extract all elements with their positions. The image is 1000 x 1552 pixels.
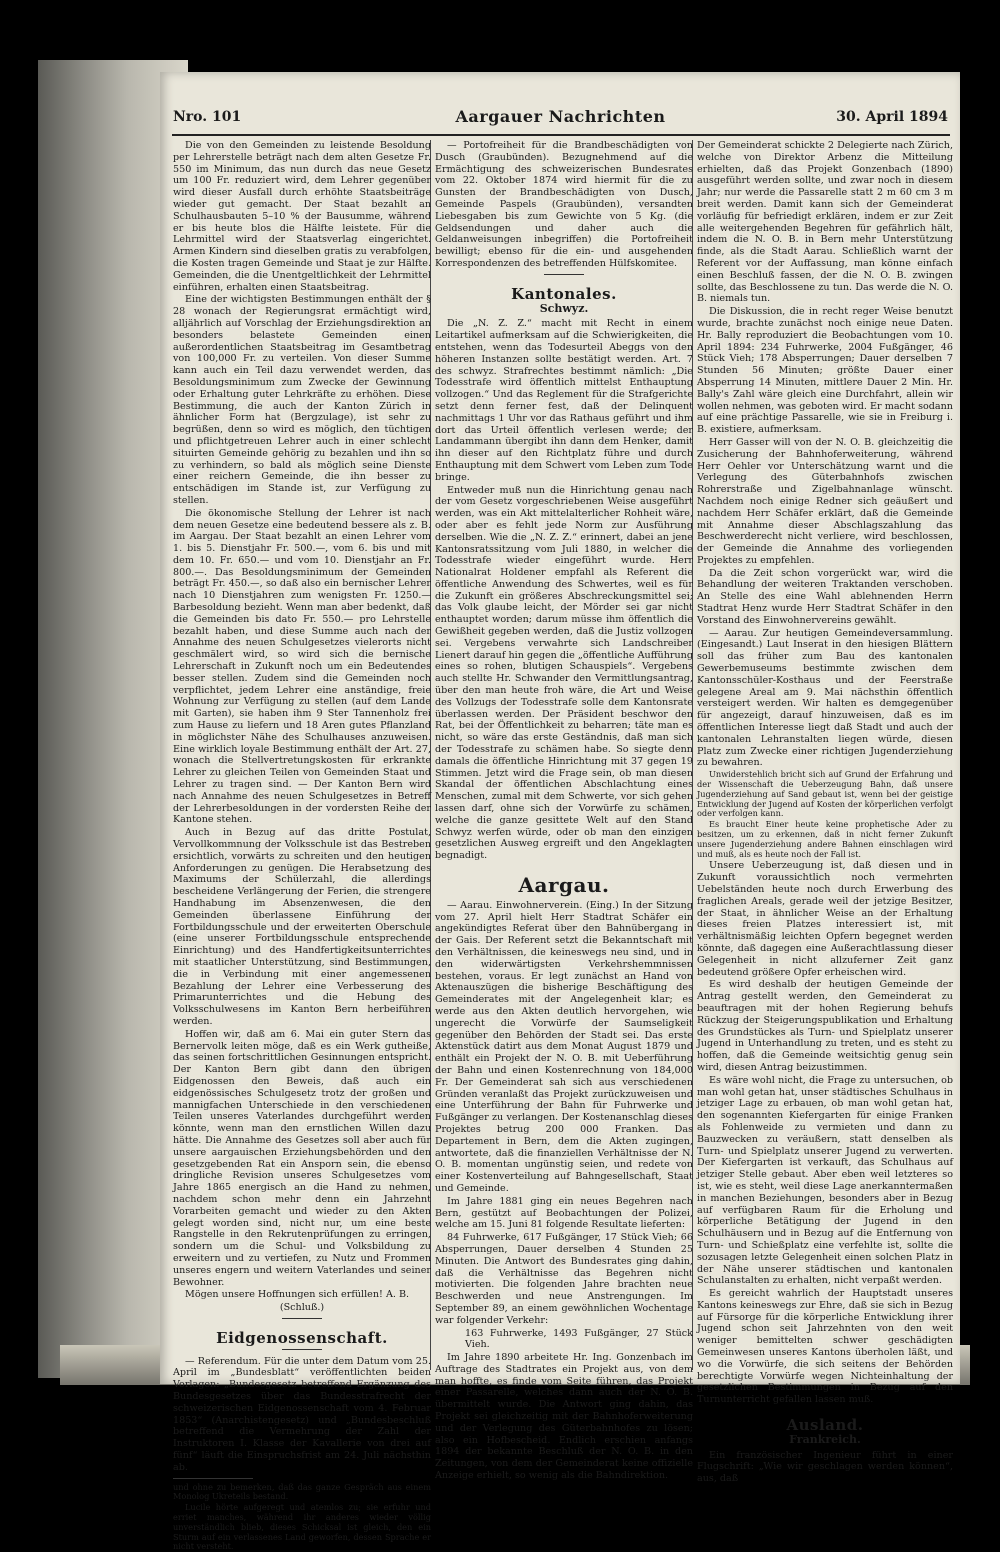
article-paragraph: Unwiderstehlich bricht sich auf Grund der Erfahrung und der Wissenschaft die Ueberzeugung Bahn, daß unsere Jugenderziehung auf Sand gebaut ist, wenn bei der geistige Entwicklung der Jugend auf Kosten der körperlichen verfolgt oder verfolgen kann. — [697, 769, 953, 819]
article-paragraph: Die von den Gemeinden zu leistende Besoldung per Lehrerstelle beträgt nach dem alten Gesetze Fr. 550 im Minimum, das nun durch das neue Gesetz um 100 Fr. reduziert wird, dem Lehrer gegenüber wird dieser Ausfall durch erhöhte Staatsbeiträge wieder gut gemacht. Der Staat bezahlt an Schulhausbauten 5–10 % der Bausumme, während er bis heute blos die Hälfte leistete. Für die Lehrmittel wird der Staatsverlag eingerichtet. Armen Kindern sind dieselben gratis zu verabfolgen, die Kosten tragen Gemeinde und Staat je zur Hälfte. Gemeinden, die die Unentgeltlichkeit der Lehrmittel einführen, erhalten einen Staatsbeitrag. — [173, 140, 431, 293]
article-paragraph: Es wird deshalb der heutigen Gemeinde der Antrag gestellt werden, den Gemeinderat zu beauftragen mit der hohen Regierung behufs Rückzug der Steigerungspublikation und Erhaltung des Grundstückes als Turn- und Spielplatz unserer Jugend in Unterhandlung zu treten, und es steht zu hoffen, daß die Gemeinde weitsichtig genug sein wird, diesen Antrag beizustimmen. — [697, 979, 953, 1073]
article-paragraph: Die Diskussion, die in recht reger Weise benutzt wurde, brachte zunächst noch einige neue Daten. Hr. Bally reproduziert die Beobachtungen vom 10. April 1894: 234 Fuhrwerke, 2004 Fußgänger, 46 Stück Vieh; 178 Absperrungen; Dauer derselben 7 Stunden 56 Minuten; größte Dauer einer Absperrung 14 Minuten, mittlere Dauer 2 Min. Hr. Bally's Zahl wäre gleich eine Durchfahrt, allein wir wollen nehmen, was geboten wird. Er macht sodann auf eine prächtige Passarelle, wie sie in Freiburg i. B. existiere, aufmerksam. — [697, 306, 953, 436]
article-paragraph: Hoffen wir, daß am 6. Mai ein guter Stern das Bernervolk leiten möge, daß es ein Werk gutheiße, das seinen fortschrittlichen Gesinnungen entspricht. Der Kanton Bern gibt dann den übrigen Eidgenossen den Beweis, daß auch ein eidgenössisches Schulgesetz trotz der großen und mannigfachen Unterschiede in den verschiedenen Teilen unseres Vaterlandes durchgeführt werden könnte, wenn man den ernstlichen Willen dazu hätte. Die Annahme des Gesetzes soll aber auch für unsere aargauischen Erziehungsbehörden und den gesetzgebenden Rat ein Ansporn sein, die ebenso dringliche Revision unseres Schulgesetzes vom Jahre 1865 energisch an die Hand zu nehmen, nachdem schon mehr denn ein Jahrzehnt Vorarbeiten gemacht und wieder zu den Akten gelegt worden sind, nicht nur, um eine beste Rangstelle in den Rekrutenprüfungen zu erringen, sondern um die Schul- und Volksbildung zu erweitern und zu vertiefen, zu Nutz und Frommen unseres engern und weitern Vaterlandes und seiner Bewohner. — [173, 1028, 431, 1288]
article-paragraph: Eine der wichtigsten Bestimmungen enthält der § 28 wonach der Regierungsrat ermächtigt wird, alljährlich auf Vorschlag der Erziehungsdirektion an besonders belastete Gemeinden einen außerordentlichen Staatsbeitrag im Gesamtbetrag von 100,000 Fr. zu verteilen. Von dieser Summe kann auch ein Teil dazu verwendet werden, das Besoldungsminimum zum Zwecke der Gewinnung oder Erhaltung guter Lehrkräfte zu erhöhen. Diese Bestimmung, die auch der Kanton Zürich in ähnlicher Form hat (Bergzulage), ist sehr zu begrüßen, denn so wird es möglich, den tüchtigen und pflichtgetreuen Lehrer auch in einer schlecht situirten Gemeinde gehörig zu bezahlen und ihn so zu verhindern, so bald als möglich seine Dienste einer reichern Gemeinde, die ihn besser zu entschädigen im Stande ist, zur Verfügung zu stellen. — [173, 294, 431, 506]
column-2 — [435, 140, 693, 1482]
article-paragraph: — Portofreiheit für die Brandbeschädigten von Dusch (Graubünden). Bezugnehmend auf die Ermächtigung des schweizerischen Bundesrates vom 22. Oktober 1874 wird hiermit für die zu Gunsten der Brandbeschädigten von Dusch, Gemeinde Paspels (Graubünden), versandten Liebesgaben bis zum Gewichte von 5 Kg. (die Geldsendungen und daher auch die Geldanweisungen inbegriffen) die Portofreiheit bewilligt; ebenso für die ein- und ausgehenden Korrespondenzen des betreffenden Hülfskomitee. — [435, 140, 693, 269]
article-paragraph: Mögen unsere Hoffnungen sich erfüllen! A. B. — [185, 1289, 410, 1301]
article-paragraph: Ein französischer Ingenieur führt in einer Flugschrift: „Wie wir geschlagen werden können“, aus, daß — [697, 1449, 953, 1485]
newspaper-title: Aargauer Nachrichten — [455, 107, 666, 126]
section-heading-eidgenossenschaft: Eidgenossenschaft. — [216, 1328, 388, 1347]
article-paragraph: Es gereicht wahrlich der Hauptstadt unseres Kantons keineswegs zur Ehre, daß sie sich in Bezug auf Fürsorge für die körperliche Entwicklung ihrer Jugend schon seit Jahrzehnten von den weit weniger bemittelten schwer geschädigten Gemeinwesen unseres Kantons überholen läßt, und wo die Vorwürfe, die sich seitens der Behörden berechtigte Vorwürfe wegen Nichteinhaltung der gesetzlichen Bestimmungen in Bezug auf den Turnunterricht gefallen lassen muß. — [697, 1288, 953, 1406]
section-heading-kantonales: Kantonales. — [511, 284, 617, 303]
article-paragraph: — Aarau. Einwohnerverein. (Eing.) In der Sitzung vom 27. April hielt Herr Stadtrat Schäfer ein angekündigtes Referat über den Bahnübergang in der Gais. Der Referent setzt die Bekanntschaft mit den Verhältnissen, die keineswegs neu sind, und in den widerwärtigsten Verkehrshemmnissen bestehen, voraus. Er legt zunächst an Hand von Aktenauszügen die bisherige Beschäftigung des Gemeinderates mit der Angelegenheit klar; es werde aus den Akten deutlich hervorgehen, wie ungerecht die Vorwürfe der Saumseligkeit gegenüber den Behörden der Stadt sei. Das erste Aktenstück datirt aus dem Monat August 1879 und enthält ein Projekt der N. O. B. mit Ueberführung der Bahn und einen Kostenrechnung von 184,000 Fr. Der Gemeinderat sah sich aus verschiedenen Gründen veranlaßt das Projekt zurückzuweisen und eine Unterführung der Bahn für Fuhrwerke und Fußgänger zu verlangen. Der Kostenanschlag dieses Projektes betrug 200 000 Franken. Das Departement in Bern, dem die Akten zugingen, antwortete, daß die finanziellen Verhältnisse der N. O. B. momentan ungünstig seien, und redete von einer Kostenverteilung auf Bahngesellschaft, Staat und Gemeinde. — [435, 899, 693, 1194]
article-paragraph: Unsere Ueberzeugung ist, daß diesen und in Zukunft voraussichtlich noch vermehrten Uebelständen heute noch durch Erwerbung des fraglichen Areals, gerade weil der jetzige Besitzer, der Staat, in ähnlicher Weise an der Erhaltung dieses freien Platzes interessiert ist, mit verhältnismäßig leichten Opfern begegnet werden könnte, daß dagegen eine Außerachtlassung dieser Gelegenheit in nicht allzuferner Zeit ganz bedeutend größere Opfer erheischen wird. — [697, 860, 953, 978]
issue-date: 30. April 1894 — [836, 109, 948, 125]
feuilleton-paragraph: und ohne zu bemerken, daß das ganze Gespräch aus einem Monolog Ukreteils bestand. — [173, 1481, 431, 1502]
article-paragraph: Im Jahre 1890 arbeitete Hr. Ing. Gonzenbach im Auftrage des Stadtrates ein Projekt aus, von dem man hoffte, es finde vom Seite führen, das Projekt einer Passarelle, welches dann auch der N. O. B. übermittelt wurde. Die Antwort ging dahin, das Projekt sei gleichzeitig mit der Bahnhoferweiterung und der Verlegung des Güterbahnhofes zu lösen; also ein Hofbescheid. Endlich erschien anfangs 1894 der bekannte Beschluß der N. O. B. in den Zeitungen, von dem der Gemeinderat keine offizielle Anzeige erhielt, so wenig als die Bahndirektion. — [435, 1352, 693, 1482]
article-paragraph: Da die Zeit schon vorgerückt war, wird die Behandlung der weiteren Traktanden verschoben. An Stelle des eine Wahl ablehnenden Herrn Stadtrat Henz wurde Herr Stadtrat Schäfer in den Vorstand des Einwohnervereins gewählt. — [697, 567, 953, 626]
newspaper-page — [160, 72, 960, 1552]
feuilleton-paragraph: Lucile hörte aufgeregt und atemlos zu; sie erfuhr und erriet manches, während ihr anderes wieder völlig unverständlich blieb, dieses Schicksal ist gleich, den ein Sturm auf ein verlassenes Land geworfen, dessen Sprache er nicht versteht. — [173, 1502, 431, 1552]
subsection-heading-schwyz: Schwyz. — [539, 301, 589, 315]
article-paragraph: Die ökonomische Stellung der Lehrer ist nach dem neuen Gesetze eine bedeutend bessere als z. B. im Aargau. Der Staat bezahlt an einen Lehrer vom 1. bis 5. Dienstjahr Fr. 500.—, vom 6. bis und mit dem 10. Fr. 650.— und vom 10. Dienstjahr an Fr. 800.—. Das Besoldungsminimum der Gemeinden beträgt Fr. 450.—, so daß also ein bernischer Lehrer nach 10 Dienstjahren zum wenigsten Fr. 1250.— Barbesoldung bezieht. Wenn man aber bedenkt, daß die Gemeinden bis dato Fr. 550.— pro Lehrstelle bezahlt haben, und diese Summe auch nach der Annahme des neuen Schulgesetzes vielerorts nicht geschmälert wird, so wird sich die bernische Lehrerschaft in Zukunft noch um ein Bedeutendes besser stellen. Zudem sind die Gemeinden noch verpflichtet, jedem Lehrer eine anständige, freie Wohnung zur Verfügung zu stellen (auf dem Lande mit Garten), sie haben ihm 9 Ster Tannenholz frei zum Hause zu liefern und 18 Aren gutes Pflanzland in möglichster Nähe des Schulhauses anzuweisen. Eine wirklich loyale Bestimmung enthält der Art. 27, wonach die Stellvertretungskosten für erkrankte Lehrer zu gleichen Teilen von Gemeinden Staat und Lehrer zu tragen sind. — Der Kanton Bern wird nach Annahme des neuen Schulgesetzes in Betreff der Lehrerbesoldungen in der vordersten Reihe der Kantone stehen. — [173, 507, 431, 826]
article-paragraph: Herr Gasser will von der N. O. B. gleichzeitig die Zusicherung der Bahnhoferweiterung, während Herr Oehler vor Unterschätzung warnt und die Verlegung des Güterbahnhofs zwischen Rohrerstraße und Zigelbahnanlage wünscht. Nachdem noch einige Redner sich geäußert und nachdem Herr Schäfer erklärt, daß die Gemeinde mit Annahme dieser Abschlagszahlung das Beschwerderecht nicht verliere, wird beschlossen, der Gemeinde die Annahme des vorliegenden Projektes zu empfehlen. — [697, 436, 953, 566]
section-heading-ausland: Ausland. — [786, 1416, 864, 1435]
article-paragraph: Entweder muß nun die Hinrichtung genau nach der vom Gesetz vorgeschriebenen Weise ausgeführt werden, was ein Akt mittelalterlicher Rohheit wäre, oder aber es fehlt jede Norm zur Ausführung derselben. Wie die „N. Z. Z.“ erinnert, dabei an jene Kantonsratssitzung vom Juli 1880, in welcher die Todesstrafe wieder eingeführt wurde. Herr Nationalrat Holdener empfahl als Referent die öffentliche Anwendung des Schwertes, weil es für die Zukunft ein größeres Abschreckungsmittel sei; das Volk glaube leicht, der Mörder sei gar nicht enthauptet worden; darum müsse ihm öffentlich die Gewißheit gegeben werden, daß die Justiz vollzogen sei. Vergebens verwahrte sich Landschreiber Lienert darauf hin gegen die „öffentliche Aufführung eines so rohen, blutigen Schauspiels“. Vergebens auch stellte Hr. Schwander den Vermittlungsantrag, über den man heute froh wäre, die Art und Weise des Vollzugs der Todesstrafe solle dem Kantonsrate überlassen werden. Der Präsident beschwor den Rat, bei der Öffentlichkeit zu beharren; täte man es nicht, so wäre das erste Geständnis, daß man sich der Todesstrafe zu schämen habe. So siegte denn damals die öffentliche Hinrichtung mit 37 gegen 19 Stimmen. Jetzt wird die Frage sein, ob man diesen Skandal der öffentlichen Abschlachtung eines Menschen, zumal mit dem Schwerte, vor sich gehen lassen darf, ohne sich der Vorwürfe zu schämen, welche die ganze gesittete Welt auf den Stand Schwyz werfen würde, oder ob man den einzigen gesetzlichen Ausweg ergreift und den Angeklagten begnadigt. — [435, 484, 693, 862]
section-heading-aargau: Aargau. — [518, 873, 610, 898]
column-3 — [697, 140, 953, 1485]
article-paragraph: — Referendum. Für die unter dem Datum vom 25. April im „Bundesblatt“ veröffentlichten beiden Vorlagen: „Bundesgesetz betreffend Ergänzung des Bundesgesetzes über das Bundesstrafrecht der schweizerischen Eidgenossenschaft vom 4. Februar 1853“ (Anarchistengesetz) und „Bundesbeschluß betreffend die Vermehrung der Zahl der Instruktoren I. Klasse der Kavallerie von drei auf fünf“ läuft die Einspruchsfrist am 24. Juli nächsthin ab. — [173, 1355, 431, 1473]
article-paragraph: 163 Fuhrwerke, 1493 Fußgänger, 27 Stück Vieh. — [465, 1327, 693, 1351]
issue-number: Nro. 101 — [173, 109, 242, 125]
page-header — [173, 107, 948, 129]
column-1 — [173, 140, 431, 1552]
article-paragraph: 84 Fuhrwerke, 617 Fußgänger, 17 Stück Vieh; 66 Absperrungen, Dauer derselben 4 Stunden 25 Minuten. Die Antwort des Bundesrates ging dahin, daß die Verhältnisse das Begehren nicht motivierten. Die folgenden Jahre brachten neue Beschwerden und neue Anstrengungen. Im September 89, an einem gewöhnlichen Wochentage war folgender Verkehr: — [435, 1232, 693, 1326]
header-rule — [172, 134, 950, 136]
article-paragraph: Der Gemeinderat schickte 2 Delegierte nach Zürich, welche von Direktor Arbenz die Mitteilung erhielten, daß das Projekt Gonzenbach (1890) ausgeführt werden sollte, und zwar noch in diesem Jahr; nur werde die Passarelle statt 2 m 60 cm 3 m breit werden. Damit kann sich der Gemeinderat vorläufig für befriedigt erklären, indem er zur Zeit alle weitergehenden Begehren für gefährlich hält, indem die N. O. B. in Bern mehr Unterstützung finde, als die Stadt Aarau. Schließlich warnt der Referent vor der Auffassung, man könne einfach einen Beschluß fassen, der die N. O. B. zwingen sollte, das Beschlossene zu tun. Das werde die N. O. B. niemals tun. — [697, 140, 953, 305]
subsection-heading-frankreich: Frankreich. — [789, 1432, 861, 1446]
article-paragraph: Es wäre wohl nicht, die Frage zu untersuchen, ob man wohl getan hat, unser städtisches Schulhaus in jetziger Lage zu erbauen, ob man wohl getan hat, den sogenannten Kiefergarten für einige Franken als Fohlenweide zu vermieten und dann zu Bauzwecken zu veräußern, statt denselben als Turn- und Spielplatz unserer Jugend zu verwerten. Der Kiefergarten ist verkauft, das Schulhaus auf jetziger Stelle gebaut. Aber eben weil letzteres so ist, wie es steht, weil diese Lage anerkanntermaßen in manchen Beziehungen, besonders aber in Bezug auf verfügbaren Raum für die Erholung und körperliche Betätigung der Jugend in den Schulhäusern und in Bezug auf die Entfernung von Turn- und Schießplatz eine verfehlte ist, sollte die sozusagen letzte Gelegenheit einen solchen Platz in der Nähe unserer städtischen und kantonalen Schulanstalten zu erhalten, nicht verpaßt werden. — [697, 1074, 953, 1287]
article-paragraph: Die „N. Z. Z.“ macht mit Recht in einem Leitartikel aufmerksam auf die Schwierigkeiten, die entstehen, wenn das Todesurteil Abeggs von den höheren Instanzen sollte bestätigt werden. Art. 7 des schwyz. Strafrechtes bestimmt nämlich: „Die Todesstrafe wird öffentlich mittelst Enthauptung vollzogen.“ Und das Reglement für die Strafgerichte setzt denn ferner fest, daß der Delinquent nachmittags 1 Uhr vor das Rathaus geführt und ihm dort das Urteil öffentlich verlesen werde; der Landammann übergibt ihn dann dem Henker, damit ihn dieser auf den Richtplatz führe und durch Enthauptung mit dem Schwert vom Leben zum Tode bringe. — [435, 318, 693, 483]
article-paragraph: Auch in Bezug auf das dritte Postulat, Vervollkommnung der Volksschule ist das Bestreben ersichtlich, vorwärts zu schreiten und den heutigen Anforderungen zu genügen. Die Herabsetzung des Maximums der Schülerzahl, die allerdings bescheidene Verlängerung der Ferien, die strengere Handhabung im Absenzenwesen, die den Gemeinden überlassene Einführung der Fortbildungsschule und der erweiterten Oberschule (eine unserer Fortbildungsschule entsprechende Einrichtung) und des Handfertigkeitsunterrichtes mit staatlicher Unterstützung, sind Bestimmungen, die in Verbindung mit einer angemessenen Bezahlung der Lehrer eine Verbesserung des Primarunterrichtes und die Hebung des Volksschulwesens im Kanton Bern herbeiführen werden. — [173, 827, 431, 1027]
article-paragraph: Im Jahre 1881 ging ein neues Begehren nach Bern, gestützt auf Beobachtungen der Polizei, welche am 15. Juni 81 folgende Resultate lieferten: — [435, 1195, 693, 1231]
continuation-note: (Schluß.) — [279, 1302, 325, 1314]
article-paragraph: Es braucht Einer heute keine prophetische Ader zu besitzen, um zu erkennen, daß in nicht ferner Zukunft unsere Jugenderziehung andere Bahnen einschlagen wird und muß, als es heute noch der Fall ist. — [697, 819, 953, 859]
section-rule — [282, 1318, 322, 1319]
article-paragraph: — Aarau. Zur heutigen Gemeindeversammlung. (Eingesandt.) Laut Inserat in den hiesigen Blättern soll das früher zum Bau des kantonalen Gewerbemuseums bestimmte zwischen dem Kantonsschüler-Kosthaus und der Feerstraße gelegene Areal am 9. Mai nächsthin öffentlich versteigert werden. Wir halten es demgegenüber für angezeigt, darauf hinzuweisen, daß es im öffentlichen Interesse liegt daß Stadt und auch der kantonalen Lehranstalten liegen würde, diesen Platz zum Zwecke einer richtigen Jugenderziehung zu bewahren. — [697, 627, 953, 769]
section-rule — [544, 274, 584, 275]
section-rule — [282, 1349, 322, 1350]
feuilleton-rule — [173, 1478, 253, 1479]
